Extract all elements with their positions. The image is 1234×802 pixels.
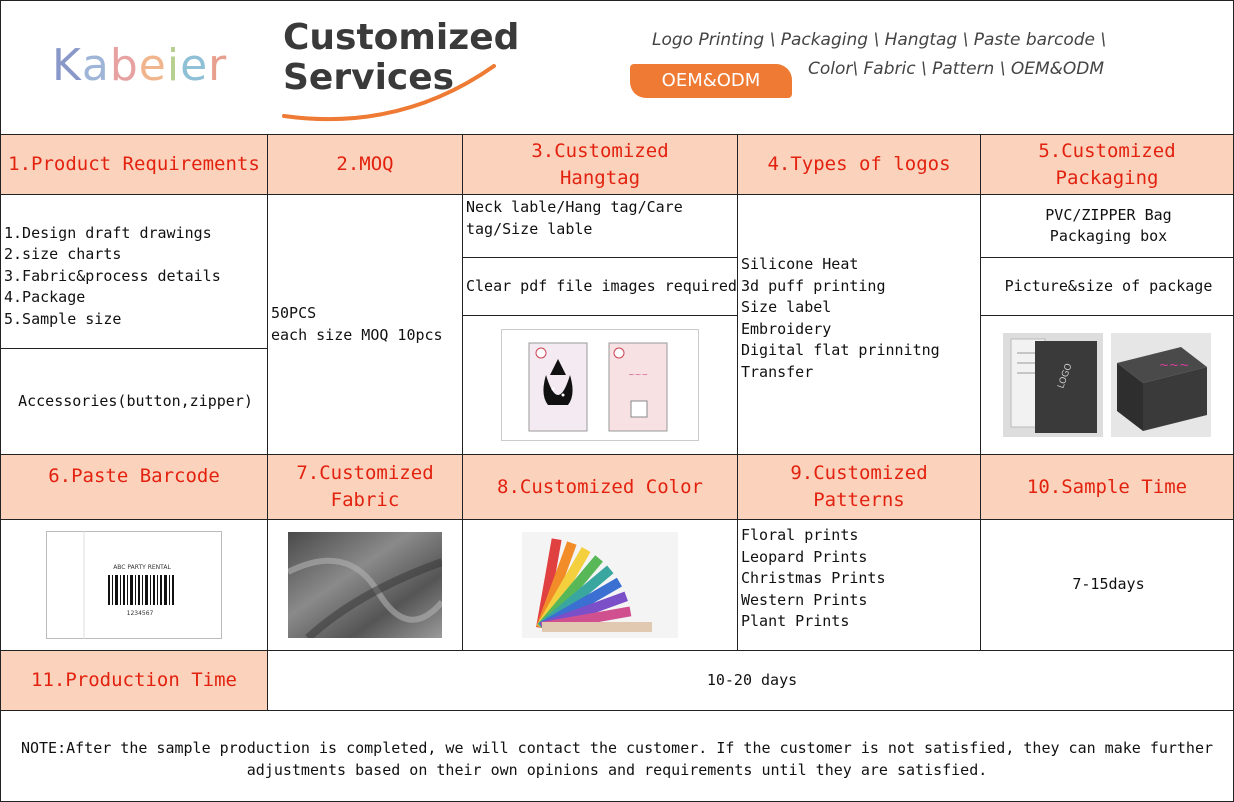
oem-odm-badge: OEM&ODM bbox=[630, 64, 792, 98]
logo-letter: e bbox=[138, 40, 167, 91]
title-line-2: Services bbox=[283, 57, 455, 98]
header-product-requirements: 1.Product Requirements bbox=[0, 134, 268, 195]
logo-letter: e bbox=[180, 40, 209, 91]
packaging-image-cell bbox=[980, 315, 1234, 455]
fabric-image-cell bbox=[267, 519, 463, 651]
logo-letter: K bbox=[52, 40, 82, 91]
header-types-of-logos: 4.Types of logos bbox=[737, 134, 981, 195]
logo-letter: b bbox=[109, 40, 139, 91]
logo-letter: a bbox=[81, 40, 110, 91]
header-paste-barcode: 6.Paste Barcode bbox=[0, 454, 268, 520]
color-image-cell bbox=[462, 519, 738, 651]
moq-text: 50PCS each size MOQ 10pcs bbox=[267, 194, 463, 455]
services-list-line2: Color\ Fabric \ Pattern \ OEM&ODM bbox=[808, 59, 1105, 79]
header-customized-patterns: 9.Customized Patterns bbox=[737, 454, 981, 520]
bag-print-label: LOGO bbox=[1056, 362, 1075, 391]
sample-time-value: 7-15days bbox=[980, 519, 1234, 651]
accessories-text: Accessories(button,zipper) bbox=[0, 348, 268, 455]
header-sample-time: 10.Sample Time bbox=[980, 454, 1234, 520]
services-list-line1: Logo Printing \ Packaging \ Hangtag \ Paste barcode \ bbox=[652, 30, 1107, 50]
header-customized-hangtag: 3.Customized Hangtag bbox=[462, 134, 738, 195]
logo-letter: i bbox=[166, 40, 181, 91]
packaging-types-text: PVC/ZIPPER Bag Packaging box bbox=[980, 194, 1234, 258]
title-line-1: Customized bbox=[283, 17, 520, 58]
header-customized-color: 8.Customized Color bbox=[462, 454, 738, 520]
header-production-time: 11.Production Time bbox=[0, 650, 268, 711]
hangtag-types-text: Neck lable/Hang tag/Care tag/Size lable bbox=[462, 194, 738, 258]
patterns-list: Floral prints Leopard Prints Christmas Prints Western Prints Plant Prints bbox=[737, 519, 981, 651]
header-customized-packaging: 5.Customized Packaging bbox=[980, 134, 1234, 195]
header-customized-fabric: 7.Customized Fabric bbox=[267, 454, 463, 520]
packaging-info-text: Picture&size of package bbox=[980, 257, 1234, 316]
barcode-label: ABC PARTY RENTAL bbox=[113, 564, 171, 571]
svg-text:~~~: ~~~ bbox=[627, 370, 649, 379]
kabeier-logo bbox=[52, 40, 227, 91]
fabric-image bbox=[288, 532, 442, 638]
requirements-list: 1.Design draft drawings 2.size charts 3.Fabric&process details 4.Package 5.Sample size bbox=[0, 194, 268, 349]
svg-text:~~~: ~~~ bbox=[1159, 358, 1190, 372]
logo-types-list: Silicone Heat 3d puff printing Size label Embroidery Digital flat prinnitng Transfer bbox=[737, 194, 981, 455]
hangtag-file-text: Clear pdf file images required bbox=[462, 257, 738, 316]
barcode-image-cell bbox=[0, 519, 268, 651]
hangtag-image bbox=[501, 329, 699, 441]
production-time-value: 10-20 days bbox=[267, 650, 1234, 711]
barcode-image bbox=[46, 531, 222, 639]
logo-letter: r bbox=[208, 40, 228, 91]
note-text: NOTE:After the sample production is completed, we will contact the customer. If the customer is not satisfied, they can make further adjustments based on their own opinions and requirements until they are satisfied. bbox=[20, 739, 1214, 779]
barcode-number: 1234567 bbox=[126, 610, 154, 617]
color-swatch-image bbox=[522, 532, 678, 638]
title-swoosh bbox=[280, 58, 510, 128]
zipper-bag-image bbox=[1003, 333, 1103, 437]
packaging-box-image bbox=[1111, 333, 1211, 437]
header-moq: 2.MOQ bbox=[267, 134, 463, 195]
hangtag-image-cell bbox=[462, 315, 738, 455]
